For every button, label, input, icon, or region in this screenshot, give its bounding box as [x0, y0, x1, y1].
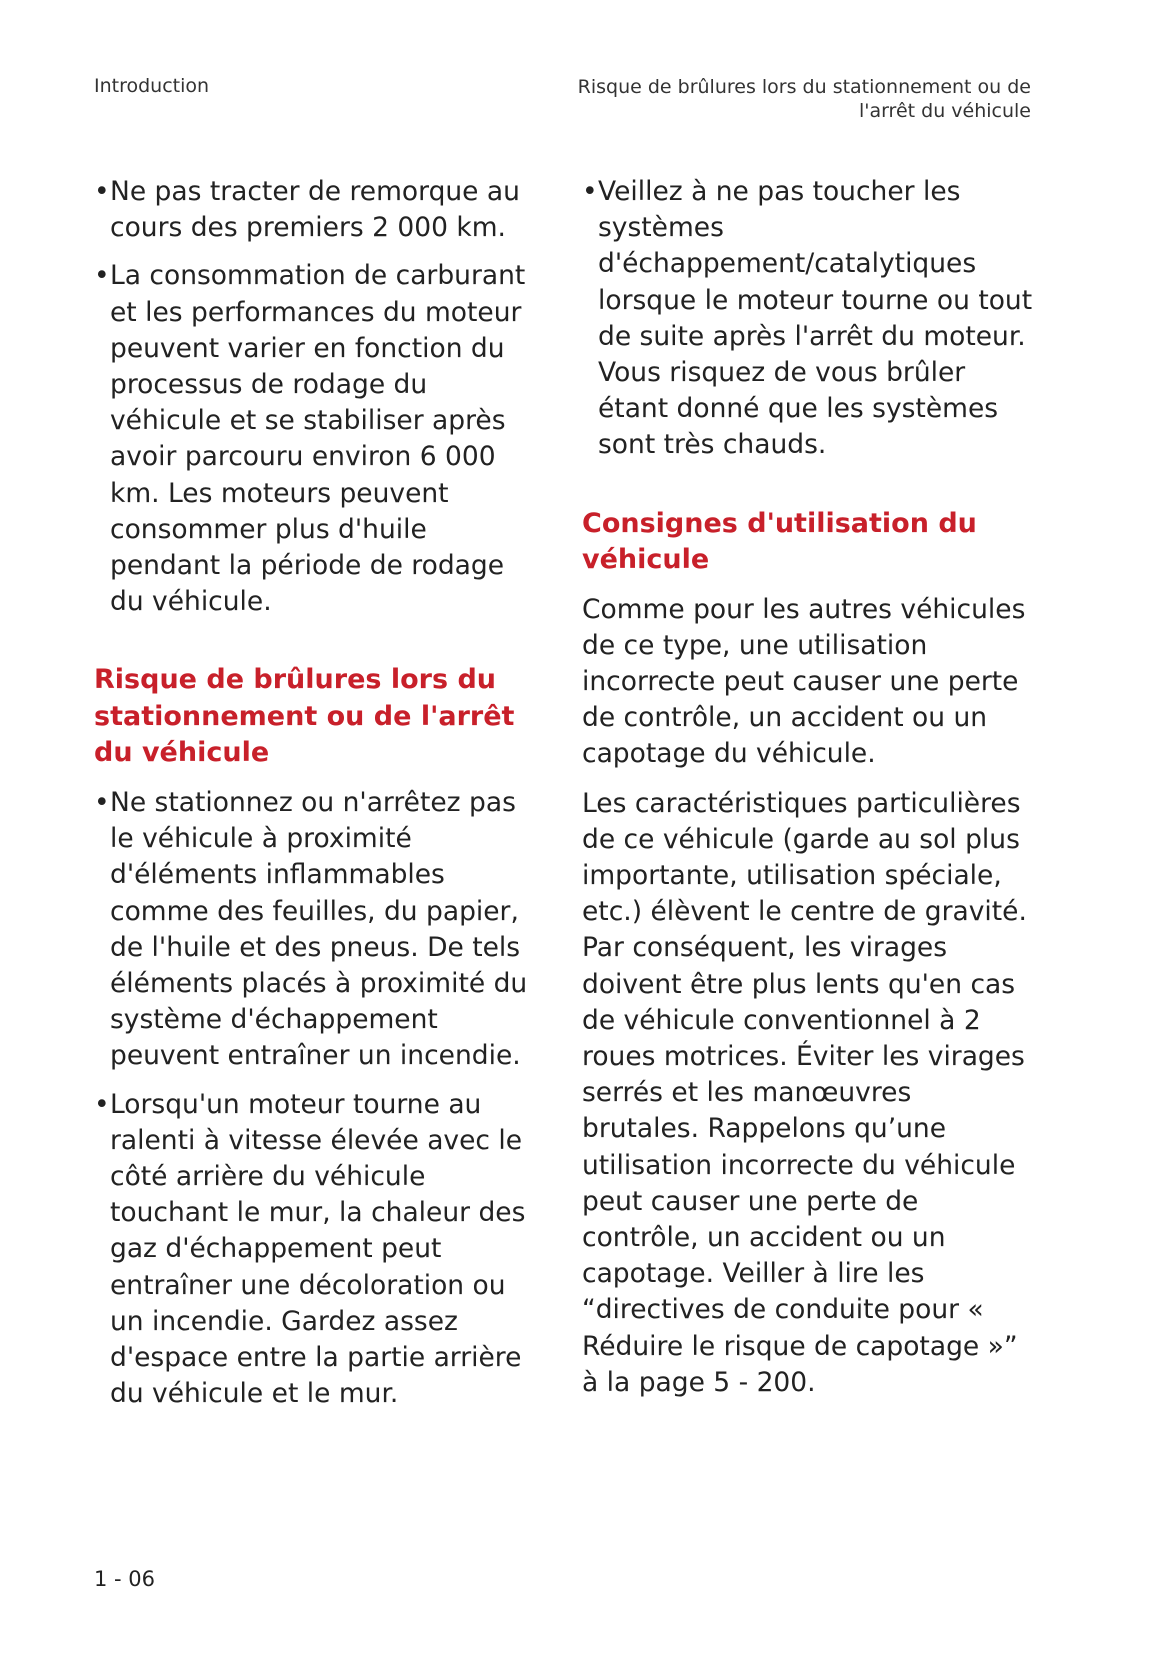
section-heading-vehicle-usage: Consignes d'utilisation du véhicule [582, 507, 977, 576]
running-header-topic [561, 75, 1031, 123]
bullet-item: • Ne stationnez ou n'arrêtez pas le véhicule à proximité d'éléments inflammables comme des feuilles, du papier, de l'huile et des pneus. De tels éléments placés à proximité du système d'échappement peuvent entraîner un incendie. [94, 785, 544, 1075]
running-header-topic-line-2: l'arrêt du véhicule [858, 100, 1031, 122]
bullet-item: • Lorsqu'un moteur tourne au ralenti à vitesse élevée avec le côté arrière du véhicule touchant le mur, la chaleur des gaz d'échappement peut entraîner une décoloration ou un incendie. Gardez assez d'espace entre la partie arrière du véhicule et le mur. [94, 1087, 544, 1413]
usage-paragraph: Les caractéristiques particulières de ce véhicule (garde au sol plus importante, utilisation spéciale, etc.) élèvent le centre de gravité. Par conséquent, les virages doivent être plus lents qu'en cas de véhicule conventionnel à 2 roues motrices. Éviter les virages serrés et les manœuvres brutales. Rappelons qu’une utilisation incorrecte du véhicule peut causer une perte de contrôle, un accident ou un capotage. Veiller à lire les “directives de conduite pour « Réduire le risque de capotage »” à la page 5 - 200. [582, 787, 1027, 1398]
running-header-topic-line-1: Risque de brûlures lors du stationnement ou de [577, 76, 1031, 98]
right-column [582, 174, 1034, 1414]
left-column [94, 174, 544, 1424]
usage-paragraph: Comme pour les autres véhicules de ce type, une utilisation incorrecte peut causer une perte de contrôle, un accident ou un capotage du véhicule. [582, 593, 1026, 770]
bullet-item: • Veillez à ne pas toucher les systèmes d'échappement/catalytiques lorsque le moteur tourne ou tout de suite après l'arrêt du moteur. Vous risquez de vous brûler étant donné que les systèmes sont très chauds. [582, 174, 1034, 464]
exhaust-bullet-list [582, 174, 1034, 464]
bullet-item: • Ne pas tracter de remorque au cours des premiers 2 000 km. [94, 174, 544, 246]
page-number: 1 - 06 [94, 1567, 156, 1591]
intro-bullet-list [94, 174, 544, 620]
running-header-section: Introduction [94, 75, 210, 97]
bullet-item: • La consommation de carburant et les performances du moteur peuvent varier en fonction du processus de rodage du véhicule et se stabiliser après avoir parcouru environ 6 000 km. Les moteurs peuvent consommer plus d'huile pendant la période de rodage du véhicule. [94, 258, 544, 620]
section-heading-burn-risk: Risque de brûlures lors du stationnement ou de l'arrêt du véhicule [94, 664, 515, 769]
burn-risk-bullet-list [94, 785, 544, 1412]
